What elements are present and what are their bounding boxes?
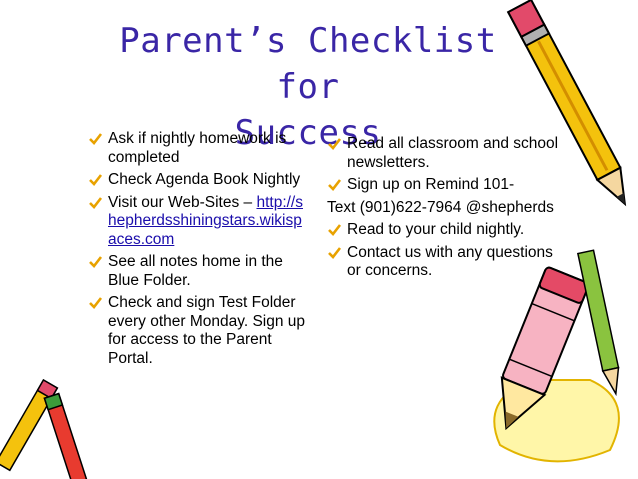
list-item	[88, 253, 308, 290]
checkmark-bullet-icon	[88, 131, 103, 146]
list-item	[88, 130, 308, 167]
list-item	[327, 176, 567, 195]
list-item-text: See all notes home in the Blue Folder.	[108, 253, 283, 289]
pencil-clipart-icon	[0, 380, 105, 479]
list-item	[88, 294, 308, 368]
title-line-1: Parent’s Checklist for	[119, 21, 497, 107]
checkmark-bullet-icon	[88, 195, 103, 210]
list-item	[327, 221, 567, 240]
checkmark-bullet-icon	[327, 177, 342, 192]
checkmark-bullet-icon	[327, 222, 342, 237]
list-item-text: Contact us with any questions or concerns.	[347, 243, 553, 279]
list-item	[88, 194, 308, 250]
remind-text-info: Text (901)622-7964 @shepherds	[327, 198, 554, 216]
list-item	[327, 135, 567, 172]
website-link[interactable]: http://shepherdsshiningstars.wikispaces.com	[108, 193, 303, 248]
checkmark-bullet-icon	[327, 136, 342, 151]
list-item	[88, 171, 308, 190]
list-item	[327, 244, 567, 281]
left-checklist	[88, 130, 308, 372]
list-item-text: Check and sign Test Folder every other Monday. Sign up for access to the Parent Portal.	[108, 294, 306, 367]
list-item-text: Check Agenda Book Nightly	[108, 171, 301, 188]
list-item-text: Ask if nightly homework is completed	[108, 130, 287, 166]
checkmark-bullet-icon	[88, 295, 103, 310]
checkmark-bullet-icon	[88, 254, 103, 269]
list-item-text: Read all classroom and school newsletters.	[347, 135, 559, 171]
list-item-text: Read to your child nightly.	[347, 221, 525, 238]
checkmark-bullet-icon	[88, 172, 103, 187]
list-item-text: Sign up on Remind 101-	[347, 176, 515, 193]
checkmark-bullet-icon	[327, 245, 342, 260]
list-item-text: Visit our Web-Sites –	[108, 193, 257, 211]
right-checklist	[327, 135, 567, 285]
title-line-2: Success	[234, 113, 382, 153]
